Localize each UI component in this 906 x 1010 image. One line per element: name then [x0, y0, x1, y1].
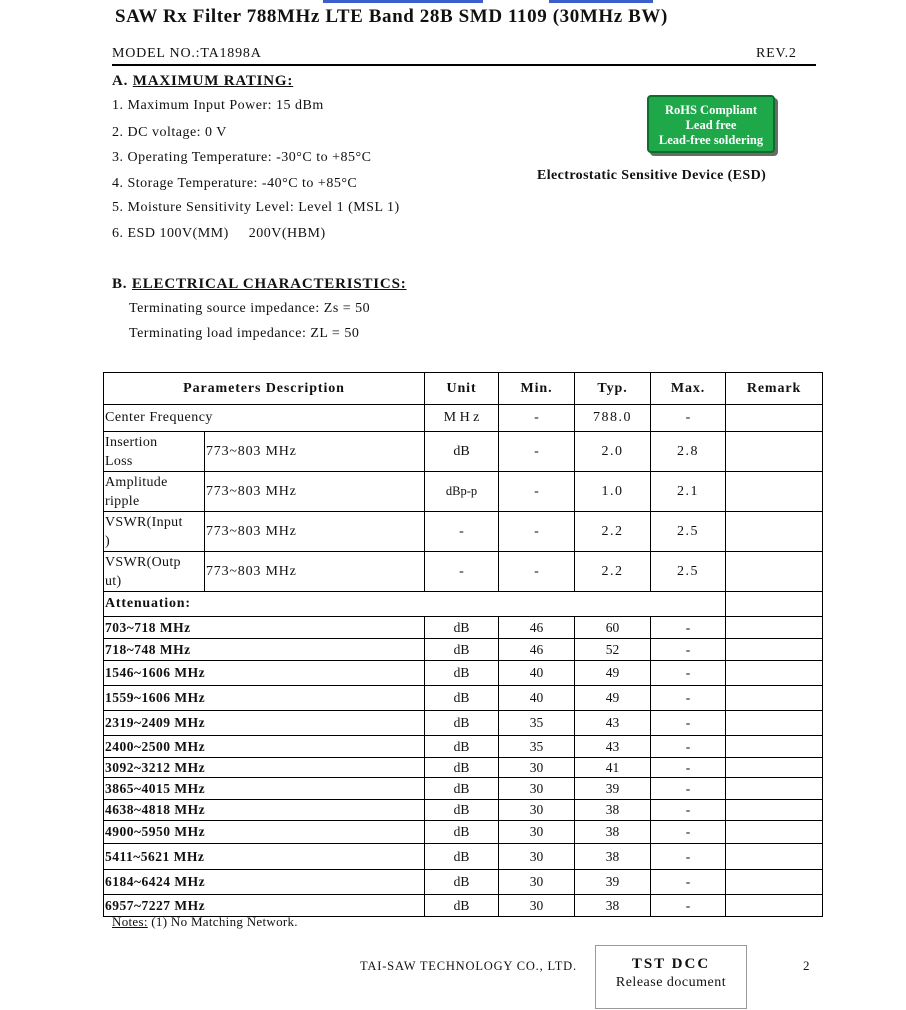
band-cell: 2319~2409 MHz — [104, 711, 425, 736]
unit-cell: dB — [425, 736, 499, 758]
typ-cell: 788.0 — [575, 405, 651, 432]
unit-cell: dB — [425, 432, 499, 472]
param-name: Center Frequency — [104, 405, 425, 432]
min-cell: 46 — [499, 639, 575, 661]
band-cell: 2400~2500 MHz — [104, 736, 425, 758]
unit-cell: - — [425, 512, 499, 552]
rating-item: 3. Operating Temperature: -30°C to +85°C — [112, 150, 372, 165]
param-name — [104, 552, 205, 592]
rating-item: 1. Maximum Input Power: 15 dBm — [112, 98, 324, 113]
remark-cell — [726, 736, 823, 758]
attenuation-row — [104, 800, 823, 821]
remark-cell — [726, 686, 823, 711]
max-cell: - — [651, 405, 726, 432]
param-line-2: ut) — [105, 573, 122, 589]
param-line-1: VSWR(Input — [105, 514, 183, 530]
revision: REV.2 — [756, 46, 797, 61]
remark-cell — [726, 778, 823, 800]
param-line-1: Insertion — [105, 434, 158, 450]
max-cell: 2.8 — [651, 432, 726, 472]
rohs-line-2: Lead free — [685, 118, 737, 132]
max-cell: - — [651, 711, 726, 736]
min-cell: 30 — [499, 800, 575, 821]
rohs-line-1: RoHS Compliant — [664, 103, 758, 117]
param-name — [104, 472, 205, 512]
param-name — [104, 432, 205, 472]
band-cell: 4900~5950 MHz — [104, 821, 425, 844]
rohs-line-3: Lead-free soldering — [658, 133, 764, 147]
typ-cell: 60 — [575, 617, 651, 639]
header-param: Parameters Description — [104, 373, 425, 405]
rohs-compliant-badge — [647, 95, 775, 153]
remark-cell — [726, 592, 823, 617]
min-cell: 30 — [499, 758, 575, 778]
min-cell: 46 — [499, 617, 575, 639]
remark-cell — [726, 895, 823, 917]
remark-cell — [726, 405, 823, 432]
table-row — [104, 405, 823, 432]
header-max: Max. — [651, 373, 726, 405]
rating-item: 2. DC voltage: 0 V — [112, 125, 227, 140]
header-typ: Typ. — [575, 373, 651, 405]
max-cell: - — [651, 661, 726, 686]
typ-cell: 39 — [575, 778, 651, 800]
range-cell: 773~803 MHz — [205, 552, 425, 592]
unit-cell: dB — [425, 686, 499, 711]
max-cell: 2.5 — [651, 512, 726, 552]
param-line-1: Amplitude — [105, 474, 168, 490]
min-cell: - — [499, 512, 575, 552]
max-cell: - — [651, 778, 726, 800]
header-rule — [112, 64, 816, 66]
attenuation-row — [104, 821, 823, 844]
min-cell: - — [499, 552, 575, 592]
electrical-spec-table — [103, 372, 823, 917]
remark-cell — [726, 870, 823, 895]
typ-cell: 41 — [575, 758, 651, 778]
esd-label: Electrostatic Sensitive Device (ESD) — [537, 168, 767, 183]
section-b-prefix: B. — [112, 276, 128, 292]
unit-cell: dB — [425, 661, 499, 686]
remark-cell — [726, 711, 823, 736]
unit-cell: dB — [425, 639, 499, 661]
min-cell: 30 — [499, 844, 575, 870]
unit-cell: dB — [425, 821, 499, 844]
min-cell: 35 — [499, 736, 575, 758]
notes-label: Notes: — [112, 914, 148, 929]
table-row — [104, 472, 823, 512]
section-b-heading — [112, 276, 407, 293]
table-row — [104, 552, 823, 592]
unit-cell: dB — [425, 844, 499, 870]
remark-cell — [726, 512, 823, 552]
param-line-2: ripple — [105, 493, 140, 509]
unit-cell: dB — [425, 895, 499, 917]
min-cell: - — [499, 405, 575, 432]
header-min: Min. — [499, 373, 575, 405]
min-cell: 40 — [499, 661, 575, 686]
attenuation-rows — [104, 617, 823, 917]
unit-cell: dB — [425, 800, 499, 821]
band-cell: 703~718 MHz — [104, 617, 425, 639]
band-cell: 718~748 MHz — [104, 639, 425, 661]
max-cell: - — [651, 821, 726, 844]
attenuation-row — [104, 686, 823, 711]
attenuation-row — [104, 711, 823, 736]
load-impedance: Terminating load impedance: ZL = 50 — [129, 326, 360, 341]
min-cell: - — [499, 432, 575, 472]
typ-cell: 38 — [575, 844, 651, 870]
band-cell: 5411~5621 MHz — [104, 844, 425, 870]
attenuation-row — [104, 844, 823, 870]
typ-cell: 2.0 — [575, 432, 651, 472]
band-cell: 1559~1606 MHz — [104, 686, 425, 711]
remark-cell — [726, 758, 823, 778]
min-cell: 30 — [499, 895, 575, 917]
unit-cell: dB — [425, 870, 499, 895]
remark-cell — [726, 432, 823, 472]
notes — [112, 914, 298, 930]
max-cell: - — [651, 844, 726, 870]
remark-cell — [726, 552, 823, 592]
range-cell: 773~803 MHz — [205, 472, 425, 512]
max-cell: - — [651, 639, 726, 661]
remark-cell — [726, 617, 823, 639]
remark-cell — [726, 800, 823, 821]
header-unit: Unit — [425, 373, 499, 405]
top-link-bar-right — [549, 0, 653, 3]
typ-cell: 1.0 — [575, 472, 651, 512]
band-cell: 3865~4015 MHz — [104, 778, 425, 800]
section-a-heading — [112, 73, 293, 90]
min-cell: 30 — [499, 778, 575, 800]
remark-cell — [726, 472, 823, 512]
max-cell: - — [651, 758, 726, 778]
min-cell: - — [499, 472, 575, 512]
document-title: SAW Rx Filter 788MHz LTE Band 28B SMD 1109 (30MHz BW) — [115, 6, 668, 27]
attenuation-row — [104, 617, 823, 639]
typ-cell: 43 — [575, 736, 651, 758]
section-a-prefix: A. — [112, 73, 129, 89]
max-cell: - — [651, 736, 726, 758]
header-remark: Remark — [726, 373, 823, 405]
rating-item: 4. Storage Temperature: -40°C to +85°C — [112, 176, 358, 191]
max-cell: - — [651, 800, 726, 821]
remark-cell — [726, 661, 823, 686]
dcc-subtitle: Release document — [615, 975, 727, 990]
table-row — [104, 432, 823, 472]
remark-cell — [726, 844, 823, 870]
attenuation-row — [104, 778, 823, 800]
attenuation-row — [104, 736, 823, 758]
table-row — [104, 512, 823, 552]
attenuation-label: Attenuation: — [104, 592, 726, 617]
max-cell: 2.1 — [651, 472, 726, 512]
typ-cell: 49 — [575, 661, 651, 686]
model-number: MODEL NO.:TA1898A — [112, 46, 262, 61]
typ-cell: 49 — [575, 686, 651, 711]
attenuation-header-row — [104, 592, 823, 617]
unit-cell: dBp-p — [425, 472, 499, 512]
notes-text: (1) No Matching Network. — [147, 914, 298, 929]
band-cell: 3092~3212 MHz — [104, 758, 425, 778]
typ-cell: 39 — [575, 870, 651, 895]
unit-cell: dB — [425, 711, 499, 736]
typ-cell: 38 — [575, 821, 651, 844]
param-line-2: ) — [105, 533, 110, 549]
unit-cell: dB — [425, 758, 499, 778]
max-cell: - — [651, 895, 726, 917]
unit-cell: dB — [425, 617, 499, 639]
unit-cell: dB — [425, 778, 499, 800]
attenuation-row — [104, 758, 823, 778]
band-cell: 6184~6424 MHz — [104, 870, 425, 895]
rating-item: 6. ESD 100V(MM) 200V(HBM) — [112, 226, 326, 241]
typ-cell: 2.2 — [575, 552, 651, 592]
max-cell: - — [651, 686, 726, 711]
min-cell: 40 — [499, 686, 575, 711]
typ-cell: 38 — [575, 895, 651, 917]
attenuation-row — [104, 661, 823, 686]
typ-cell: 38 — [575, 800, 651, 821]
unit-cell: M H z — [425, 405, 499, 432]
typ-cell: 2.2 — [575, 512, 651, 552]
section-a-title: MAXIMUM RATING: — [132, 73, 294, 89]
source-impedance: Terminating source impedance: Zs = 50 — [129, 301, 371, 316]
attenuation-row — [104, 639, 823, 661]
unit-cell: - — [425, 552, 499, 592]
max-cell: - — [651, 870, 726, 895]
param-name — [104, 512, 205, 552]
remark-cell — [726, 821, 823, 844]
page-number: 2 — [803, 958, 810, 973]
typ-cell: 52 — [575, 639, 651, 661]
min-cell: 30 — [499, 870, 575, 895]
max-cell: 2.5 — [651, 552, 726, 592]
typ-cell: 43 — [575, 711, 651, 736]
company-name: TAI-SAW TECHNOLOGY CO., LTD. — [360, 959, 577, 973]
range-cell: 773~803 MHz — [205, 512, 425, 552]
remark-cell — [726, 639, 823, 661]
dcc-title: TST DCC — [631, 956, 711, 972]
band-cell: 6957~7227 MHz — [104, 895, 425, 917]
top-link-bar-left — [323, 0, 483, 3]
table-header-row — [104, 373, 823, 405]
section-b-title: ELECTRICAL CHARACTERISTICS: — [131, 276, 407, 292]
param-line-2: Loss — [105, 453, 133, 469]
dcc-stamp — [595, 945, 747, 1009]
band-cell: 4638~4818 MHz — [104, 800, 425, 821]
band-cell: 1546~1606 MHz — [104, 661, 425, 686]
min-cell: 35 — [499, 711, 575, 736]
range-cell: 773~803 MHz — [205, 432, 425, 472]
rating-item: 5. Moisture Sensitivity Level: Level 1 (MSL 1) — [112, 200, 400, 215]
max-cell: - — [651, 617, 726, 639]
attenuation-row — [104, 870, 823, 895]
param-line-1: VSWR(Outp — [105, 554, 181, 570]
min-cell: 30 — [499, 821, 575, 844]
